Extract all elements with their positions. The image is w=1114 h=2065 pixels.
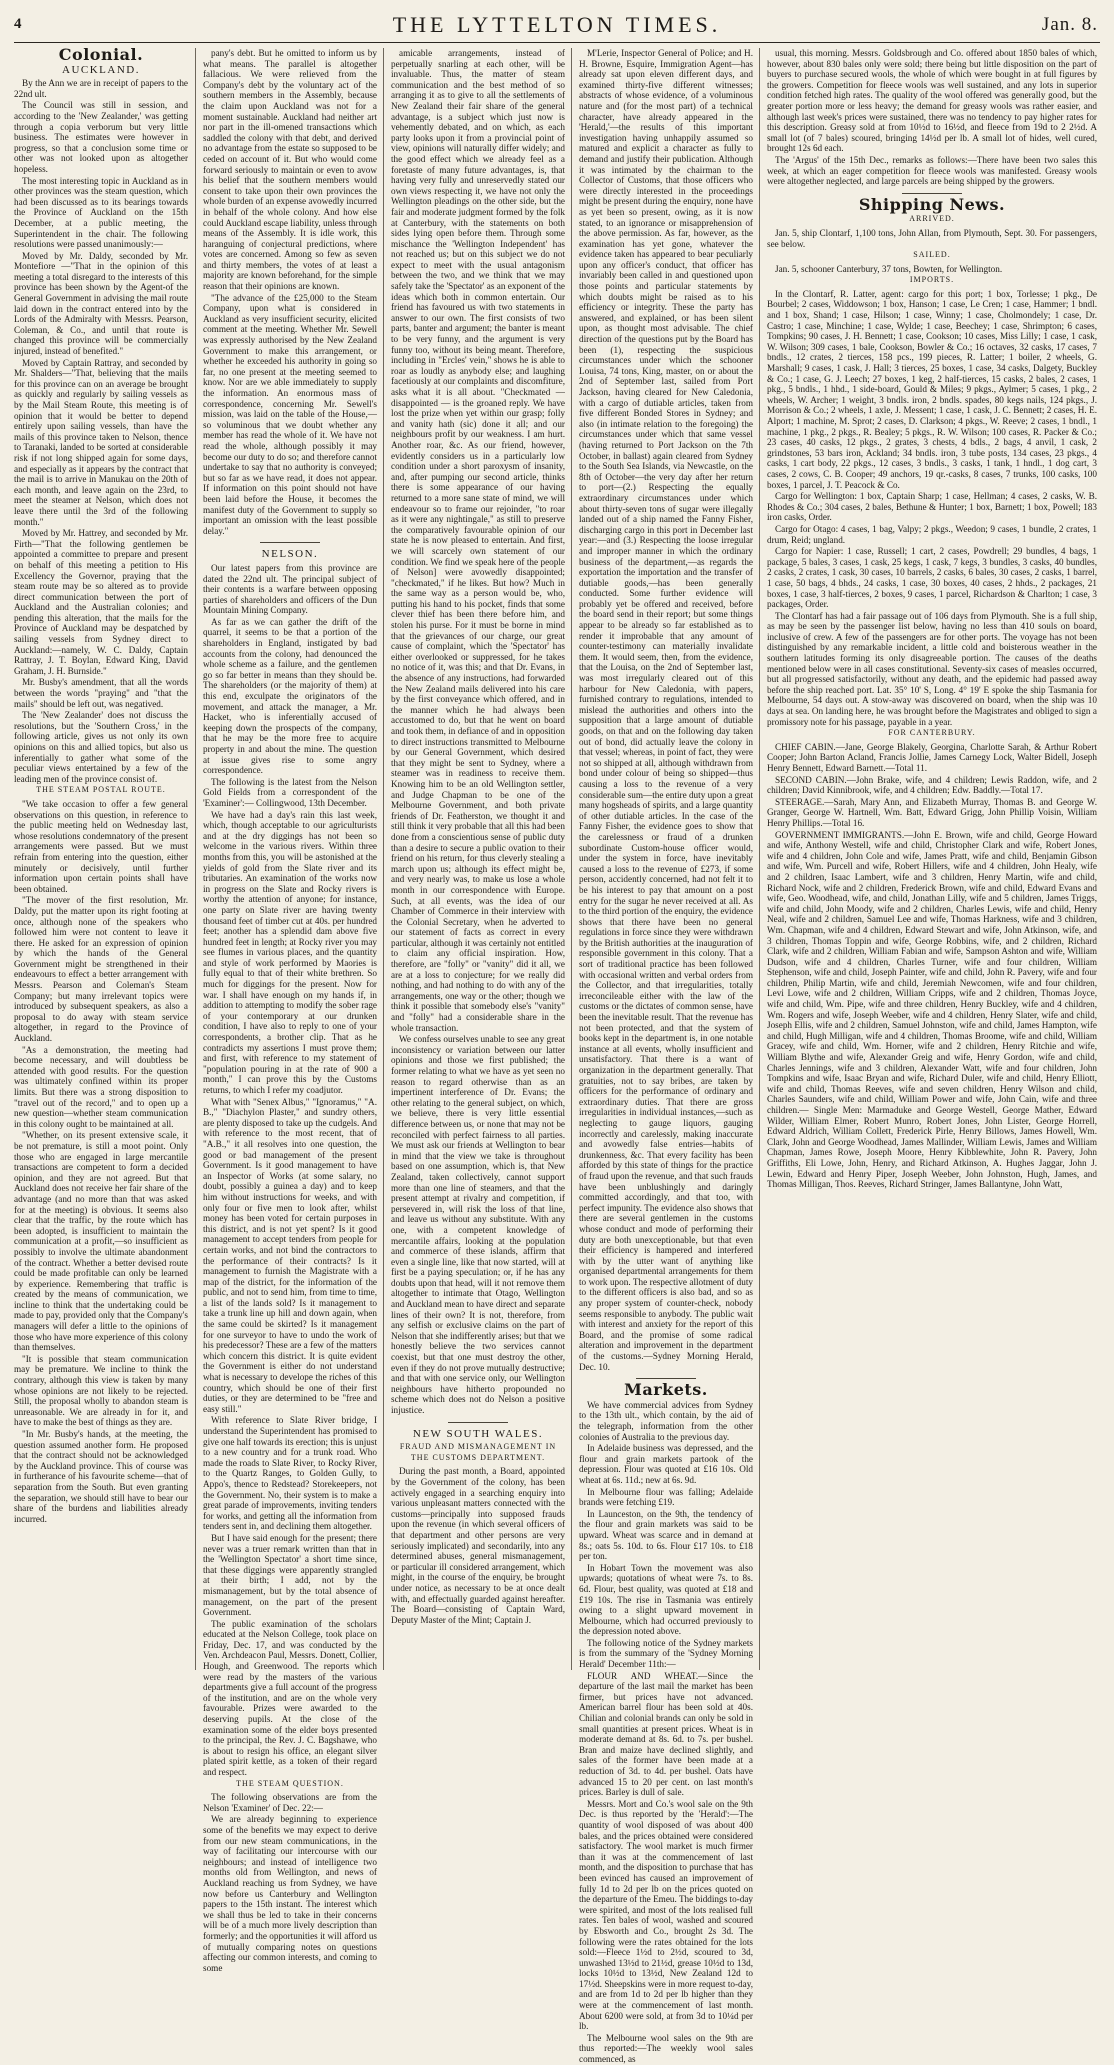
article-paragraph: "In Mr. Busby's hands, at the meeting, the question assumed another form. He proposed that the contract should not be acknowledged by the Auckland province. This of course was in furtherance of his favourite scheme—that of separation from the South. But even granting the separation, we should still have to bear our share of the burdens and liabilities already incurred.	[14, 1429, 188, 1524]
article-paragraph: The 'Argus' of the 15th Dec., remarks as follows:—There have been two sales this week, at which an eager competition for fleece wools was manifested. Greasy wools were altogether neglected, and large parcels are being shipped by the growers.	[767, 154, 1097, 187]
article-paragraph: The most interesting topic in Auckland as in other provinces was the steam question, which had been discussed as to its bearings towards the Province of Auckland on the 15th December, at a public meeting, the Superintendent in the chair. The following resolutions were passed unanimously:—	[14, 175, 188, 250]
article-paragraph: GOVERNMENT IMMIGRANTS.—John E. Brown, wife and child, George Howard and wife, Anthony Westell, wife and child, Christopher Clark and wife, Robert Jones, wife and 4 children, John Cole and wife, James Pratt, wife and child, Benjamin Gibson and wife, Wm. Purcell and wife, Robert Hillers, wife and 4 children, John Healy, wife and 2 children, Isaac Lambert, wife and 3 children, Henry Martin, wife and child, Richard Nock, wife and 2 children, Frederick Brown, wife and child, Edward Evans and wife, Geo. Woodhead, wife, and child, Jonathan Lilly, wife and 5 children, James Triggs, wife and child, John Moody, wife and 2 children, Charles Lewis, wife and child, Henry Neal, wife and 2 children, Samuel Lee and wife, Thomas Harkness, wife and 3 children, Wm. Chapman, wife and 4 children, Edward Stewart and wife, John Atkinson, wife, and 3 children, Thomas Toppin and wife, George Robbins, wife, and 2 children, Richard Clark, wife and 2 children, William Fabian and wife, Sampson Ashton and wife, William Dudson, wife and 4 children, Charles Turner, wife and four children, William Stephenson, wife and child, Joseph Painter, wife and child, John R. Pavery, wife and four children, Philip Martin, wife and child, Jeremiah Newcomen, wife and four children, Levi Lowe, wife and 2 children, William Cripps, wife and 2 children, Thomas Joyce, wife and child, Wm. Pipe, wife and three children, Henry Buckley, wife and 4 children, Wm. Rogers and wife, Joseph Weeber, wife and 4 children, Henry Slater, wife and child, Joseph Ellis, wife and 2 children, Samuel Johnston, wife and child, James Hampton, wife and child, Hugh Milligan, wife and 4 children, Thomas Broome, wife and child, William Gracey, wife and child, Wm. Horner, wife and 2 children, Henry Ritchie and wife, William Blythe and wife, Alexander Greig and wife, Henry Gordon, wife and child, Charles Jennings, wife and 3 children, Alexander Watt, wife and four children, John Tompkins and wife, Isaac Bryan and wife, Richard Duler, wife and child, Henry Elliott, wife and child, Thomas Reeves, wife and seven children, Henry Wilson and child, Charles Saunders, wife and child, William Power and wife, John Cain, wife and three children.— Single Men: Marmaduke and George Westell, George Mather, Edward Wilder, William Elmer, Robert Munro, Robert Jones, John Lister, George Horrell, Edward Aldrich, William Collett, Frederick Pirle, Henry Billows, James Howell, Wm. Clark, John and George Woodhead, James Mallinder, William Lewis, James and William Chapman, James Rowe, Joseph Moore, Henry Kibblewhite, John R. Pavery, John Griffiths, Eli Lowe, John, Henry, and Richard Atkinson, A. Hughes Jaggar, John J. Lewin, Edward and Henry Piper, Joseph Weeber, John Johnston, Hugh, James, and Thomas Milligan, Thos. Reeves, Richard Stringer, James Ballantyne, John Watt,	[767, 829, 1097, 1190]
article-paragraph: The following is the latest from the Nelson Gold Fields from a correspondent of the 'Examiner':— Collingwood, 13th December.	[203, 776, 377, 808]
article-paragraph: Mr. Busby's amendment, that all the words between the words "praying" and "that the mails" should be left out, was negatived.	[14, 677, 188, 709]
article-paragraph: We have had a day's rain this last week, which, though acceptable to our agriculturists and at the dry diggings has not been so welcome in the various rivers. Within three months from this, you will be astonished at the yields of gold from the Slate river and its tributaries. An examination of the works now in progress on the Slate and Rocky rivers is worthy the attention of anyone; for instance, one party on Slate river are having twenty thousand feet of timber cut at 40s. per hundred feet; another has a splendid dam above five hundred feet in length; at Rocky river you may see flumes in various places, and the quantity and style of work performed by Maories is fully equal to that of their white brethren. So much for diggings for the present. Now for war. I shall have enough on my hands if, in addition to attempting to modify the sober rage of your contemporary at our drunken condition, I have also to reply to one of your correspondents, a brother clip. That as he contradicts my assertions I must prove them; and first, with reference to my statement of "population pouring in at the rate of 900 a month," I can prove this by the Customs returns, to which I refer my coadjutor.	[203, 809, 377, 1095]
article-paragraph: Cargo for Wellington: 1 box, Captain Sharp; 1 case, Hellman; 4 cases, 2 casks, W. B. Rhodes & Co.; 304 cases, 2 bales, Bethune & Hunter; 1 box, Barnett; 1 box, Powell; 183 iron casks, Order.	[767, 491, 1097, 523]
article-paragraph: "The advance of the £25,000 to the Steam Company, upon what is considered in Auckland as very insufficient security, elicited comment at the meeting. Whether Mr. Sewell was expressly authorised by the New Zealand Government to make this arrangement, or whether he exceeded his authority in going so far, no one present at the meeting seemed to know. Nor are we able immediately to supply the information. An enormous mass of correspondence, concerning Mr. Sewell's mission, was laid on the table of the House,—so voluminous that we doubt whether any member has read the whole of it. We have not read the whole, although possibly it may become our duty to do so; and therefore cannot undertake to say that no authority is conveyed; but so far as we have read, it does not appear. If information on this point should not have been laid before the House, it becomes the manifest duty of the Government to supply so important an omission with the least possible delay."	[203, 292, 377, 536]
article-paragraph: In Hobart Town the movement was also upwards; quotations of wheat were 7s. to 8s. 6d. Flour, best quality, was quoted at £18 and £19 10s. The rise in Tasmania was entirely owing to a slight upward movement in Melbourne, which had occurred previously to the depression noted above.	[579, 1562, 753, 1637]
separator-rule	[260, 542, 320, 543]
column-divider	[571, 48, 572, 1670]
article-paragraph: Messrs. Mort and Co.'s wool sale on the 9th Dec. is thus reported by the 'Herald':—The quantity of wool disposed of was about 400 bales, and the prices obtained were considered satisfactory. The wool market is much firmer than it was at the commencement of last month, and the disposition to purchase that has been evinced has caused an improvement of fully 1d to 2d per lb on the prices quoted on the departure of the Emeu. The biddings to-day were spirited, and most of the lots realised full rates. Ten bales of wool, washed and scoured by Ebsworth and Co., brought 2s 3d. The following were the rates obtained for the lots sold:—Fleece 1½d to 2½d, scoured to 3d, unwashed 13½d to 21½d, grease 10½d to 13d, locks 10½d to 13½d, New Zealand 12d to 17½d. Sheepskins were in more request to-day, and are from 1d to 2d per lb higher than they were at the commencement of last month. About 6200 were sold, at from 3d to 10¼d per lb.	[579, 1798, 753, 2032]
article-paragraph: "As a demonstration, the meeting had become necessary, and will doubtless be attended with good results. For the question was ultimately confined within its proper limits. But there was a strong disposition to "travel out of the record," and to open up a new question—whether steam communication in this colony ought to be maintained at all.	[14, 1044, 188, 1129]
article-paragraph: "Whether, on its present extensive scale, it be not premature, is still a moot point. Only those who are engaged in large mercantile transactions are competent to form a decided opinion, and they are not agreed. But that Auckland does not receive her fair share of the advantage (and no more than that was asked for at the meeting) is obvious. It seems also clear that the traffic, by the route which has been adopted, is insufficient to maintain the communication at a profit,—so insufficient as possibly to involve the ultimate abandonment of the contract. Whether a better devised route could be made profitable can only be learned by experience. Remembering that traffic is created by the means of communication, we incline to think that the undertaking could be made to pay, provided only that the Company's managers will defer a little to the opinions of those who have more experience of this colony than themselves.	[14, 1130, 188, 1353]
section-heading: NELSON.	[261, 548, 319, 561]
section-heading: SAILED.	[913, 250, 951, 260]
article-paragraph: Moved by Captain Rattray, and seconded by Mr. Shalders—"That, believing that the mails for this province can on an average be brought as quickly and regularly by sailing vessels as by the Mail Steam Route, this meeting is of opinion that it would be better to depend entirely upon sailing vessels, than have the mails of this province taken to Nelson, thence to Taranaki, landed to be sorted at considerable risk if not long shipped again for some days, and especially as it appears by the contract that the mail is to arrive in Manukau on the 20th of each month, and leave again on the 23rd, to meet the steamer at Nelson, which does not leave there until the 3rd of the following month."	[14, 357, 188, 527]
article-paragraph: The Melbourne wool sales on the 9th are thus reported:—The weekly wool sales commenced, as	[579, 2032, 753, 2065]
article-paragraph: STEERAGE.—Sarah, Mary Ann, and Elizabeth Murray, Thomas B. and George W. Granger, George W. Hartnell, Wm. Batt, Edward Grigg, John Phillip Voisin, William Henry Phillips.—Total 16.	[767, 796, 1097, 828]
article-paragraph: Moved by Mr. Hattrey, and seconded by Mr. Firth—"That the following gentlemen be appointed a committee to prepare and present on behalf of this meeting a petition to His Excellency the Governor, praying that the steam route may be so altered as to provide direct communication between the port of Auckland and the Australian colonies; and pending this alteration, that the mails for the Province of Auckland may be despatched by sailing vessels from Sydney direct to Auckland:—namely, W. C. Daldy, Captain Rattray, J. T. Boylan, Edward King, David Graham, J. H. Burnside."	[14, 528, 188, 676]
article-paragraph: But I have said enough for the present; there never was a truer remark written than that in the 'Wellington Spectator' a short time since, that these diggings were apparently strangled at their birth; I add, not by the mismanagement, but by the total absence of management, on the part of the present Government.	[203, 1532, 377, 1618]
separator-rule	[902, 193, 962, 194]
article-paragraph: Cargo for Otago: 4 cases, 1 bag, Valpy; 2 pkgs., Weedon; 9 cases, 1 bundle, 2 crates, 1 drum, Reid; ungland.	[767, 523, 1097, 545]
article-paragraph: The following notice of the Sydney markets is from the summary of the 'Sydney Morning Herald' December 11th:—	[579, 1637, 753, 1670]
column-1	[14, 45, 188, 1670]
article-paragraph: M'Lerie, Inspector General of Police; and H. H. Browne, Esquire, Immigration Agent—has already sat upon eleven different days, and examined thirty-five different witnesses; abstracts of whose evidence, of a voluminous nature and (for the most part) of a technical character, have already appeared in the 'Herald,'—the results of this important investigation having unhappily assumed so matured and explicit a character as fully to demand and justify their publication. Although it was intimated by the chairman to the Collector of Customs, that those officers who were directly interested in the proceedings might be present during the enquiry, none have as yet been so present, owing, as it is now stated, to an ignorance or misapprehension of the above permission. As far, however, as the examination has yet gone, whatever the evidence taken has appeared to bear peculiarly upon any officer's conduct, that officer has invariably been called in and questioned upon those points and particular statements by which doubts might be raised as to his efficiency or integrity. These the party has answered, and explained, or has been silent upon, as thought most advisable. The chief direction of the questions put by the Board has been (1), respecting the suspicious circumstances under which the schooner Louisa, 74 tons, King, master, on or about the 2nd of September last, sailed from Port Jackson, having cleared for New Caledonia, with a cargo of dutiable articles, taken from five different Bonded Stores in Sydney; and also (in intimate relation to the foregoing) the circumstances under which that same vessel (having returned to Port Jackson on the 7th October, in ballast) again cleared from Sydney to the South Sea Islands, via Newcastle, on the 8th of October—the very day after her return to port—(2.) Respecting the equally extraordinary circumstances under which about thirty-seven tons of sugar were illegally landed out of a ship named the Fanny Fisher, discharging cargo in this port in December last year:—and (3.) Respecting the loose irregular and improper manner in which the ordinary business of the department,—as regards the exportation the importation and the transfer of dutiable goods,—has been generally conducted. Some further evidence will probably yet be offered and received, before the board send in their report; but some things appear to be already so far established as to render it improbable that any amount of counter-testimony can materially invalidate them. It would seem, then, from the evidence, that the Louisa, on the 2nd of September last, was most irregularly cleared out of this harbour for New Caledonia, with papers, furnished contrary to regulations, intended to mislead the authorities and others into the supposition that a large amount of dutiable goods, on that and on the following day taken out of bond, did actually leave the colony in that vessel; whereas, in point of fact, they were not so shipped at all, although withdrawn from bond under colour of being so shipped—thus causing a loss to the revenue of a very considerable sum—the entire duty upon a great many hogsheads of spirits, and a large quantity of other dutiable articles. In the case of the Fanny Fisher, the evidence goes to show that the carelessness or fraud of a drunken subordinate Custom-house officer would, under the system in force, have inevitably caused a loss to the revenue of £273, if some person, accidently concerned, had not felt it to be his interest to pay that amount on a post entry for the sugar he never received at all. As to the third portion of the enquiry, the evidence shows that there have been no general regulations in force since they were withdrawn by the British authorities at the inauguration of responsible government in this colony. That a sort of traditional practice has been followed with occasional written and verbal orders from the Collector, and that irregularities, totally irreconcileable either with the law of the customs or the dictates of common sense, have been the inevitable result. That the revenue has not been protected, and that the system of books kept in the department is, in one notable instance at all events, wholly insufficient and unsatisfactory. That there is a want of organization in the department generally. That gratuities, not to say bribes, are taken by officers for the performance of ordinary and extraordinary duties. That there are gross irregularities in individual instances,—such as neglecting to gauge liquors, gauging incorrectly and carelessly, making inaccurate and avowedly false entries—habits of drunkenness, &c. That every facility has been afforded by this state of things for the practice of fraud upon the revenue, and that such frauds have been unblushingly and daringly committed accordingly, and that too, with perfect impunity. The evidence also shows that there are several gentlemen in the customs whose conduct and mode of performing their duty are both unexceptionable, but that even their efficiency is hampered and interfered with by the utter want of anything like organised departmental arrangements for them to work upon. The respective allotment of duty to the different officers is also bad, and so as any proper system of counter-check, nobody seems responsible to anybody. The public wait with interest and anxiety for the report of this Board, and the promise of some radical alteration and improvement in the department of the customs.—Sydney Morning Herald, Dec. 10.	[579, 48, 753, 1372]
article-paragraph: In the Clontarf, R. Latter, agent: cargo for this port; 1 box, Torlesse; 1 pkg., De Bourbel; 2 cases, Widdowson; 1 box, Hanson; 1 case, Le Cren; 1 case, Hammer; 1 bndl. and 1 box, Shand; 1 case, Hilson; 1 case, Winny; 1 case, Cholmondely; 1 case, Dr. Castro; 1 case, Minchine; 1 case, Wylde; 1 case, Beechey; 1 case, Shrimpton; 6 cases, Tompkins; 90 cases, J. H. Bennett; 1 case, Cookson; 10 cases, Miss Lilly; 1 case, 1 cask, W. Wilson; 309 cases, 1 bale, Cookson, Bowler & Co.; 16 octaves, 32 casks, 17 cases, 7 bndls., 12 crates, 2 tierces, 158 pcs., 199 pieces, R. Latter; 1 boiler, 2 wheels, G. Marshall; 9 cases, 1 cask, J. Hall; 3 tierces, 25 boxes, 1 case, 34 casks, Dalgety, Buckley & Co.; 1 case, G. J. Leech; 27 boxes, 1 keg, 2 half-tierces, 15 casks, 2 bales, 2 cases, 1 pkg., 5 bndls., 1 hhd., 1 side-board, Gould & Miles; 9 pkgs., Aylmer; 5 cases, 1 pkg., 2 wheels, W. Archer; 1 weight, 3 bndls. iron, 2 bndls. spades, 80 kegs nails, 124 pkgs., J. Morrison & Co.; 2 wheels, 1 axle, J. Messent; 1 case, 1 cask, J. C. Bennett; 2 cases, H. E. Alport; 1 machine, M. Sprot; 2 cases, D. Clarkson; 4 pkgs., W. Reeve; 2 cases, 1 bndl., 1 machine, 1 pkg., 2 pkgs., R. Bealey; 5 pkgs., R. W. Wilson; 100 cases, R. Packer & Co.; 23 cases, 40 casks, 12 pkgs., 2 grates, 3 chests, 4 bdls., 2 bags, 4 anvil, 1 cask, 2 grindstones, 53 bars iron, Ackland; 34 bndls. iron, 3 tube posts, 134 cases, 23 pkgs., 4 casks, 1 cart body, 22 pkgs., 12 cases, 3 bndls., 3 casks, 1 tank, 1 hndl., 1 dog cart, 3 cases, 2 cows, C. B. Cooper; 49 anchors, 19 qr.-casks, 8 cases, 7 trunks, 100 casks, 100 boxes, 1 parcel, J. T. Peacock & Co.	[767, 288, 1097, 490]
column-2	[203, 48, 377, 1973]
section-heading: THE STEAM POSTAL ROUTE.	[36, 785, 166, 795]
column-5	[767, 48, 1097, 1670]
article-paragraph: "We take occasion to offer a few general observations on this question, in reference to the public meeting held on Wednesday last, whose resolutions condemnatory of the present arrangements were passed. But we must refrain from entering into the question, either minutely or decisively, until further information upon certain points shall have been obtained.	[14, 798, 188, 894]
article-paragraph: During the past month, a Board, appointed by the Government of the colony, has been actively engaged in a searching enquiry into various unpleasant matters connected with the customs—principally into supposed frauds upon the revenue (in which several officers of that department and other persons are very seriously implicated) and secondarily, into any determined abuses, general mismanagement, or particular ill considered arrangement, which might, in the course of the enquiry, be brought under notice, as necessary to be at once dealt with, and effectually guarded against hereafter. The Board—consisting of Captain Ward, Deputy Master of the Mint; Captain J.	[391, 1466, 565, 1625]
article-paragraph: By the Ann we are in receipt of papers to the 22nd ult.	[14, 78, 188, 99]
article-heading: AUCKLAND.	[62, 63, 140, 76]
article-paragraph: FLOUR AND WHEAT.—Since the departure of the last mail the market has been firmer, but prices have not advanced. American barrel flour has been sold at 40s. Chilian and colonial brands can only be sold in small quantities at present prices. Wheat is in moderate demand at 8s. 6d. to 7s. per bushel. Bran and maize have declined slightly, and sales of the former have been made at a reduction of 3d. to 4d. per bushel. Oats have advanced 15 to 20 per cent. on last month's prices. Barley is dull of sale.	[579, 1670, 753, 1798]
article-paragraph: usual, this morning. Messrs. Goldsbrough and Co. offered about 1850 bales of which, however, about 830 bales only were sold; there being but little disposition on the part of buyers to purchase secured wools, the whole of which were bought in at full figures by the growers. Competition for fleece wools was well sustained, and any lots in superior condition fetched high rates. The quality of the wool offered was generally good, but the greater portion more or less heavy; the demand for greasy wools was rather easier, and although last week's prices were sustained, there was no tendency to pay higher rates for this description. Greasy sold at from 10½d to 16½d, and fleece from 19d to 2 2½d. A small lot (of 7 bales) scoured, bringing 14½d per lb. A small lot of hides, well cured, brought 12s 6d each.	[767, 48, 1097, 154]
column-divider	[195, 48, 196, 1670]
article-paragraph: The public examination of the scholars educated at the Nelson College, took place on Friday, Dec. 17, and was conducted by the Ven. Archdeacon Paul, Messrs. Donett, Collier, Hough, and Greenwood. The reports which were read by the masters of the various departments give a full account of the progress of the institution, and are on the whole very favourable. Prizes were awarded to the deserving pupils. At the close of the examination some of the elder boys presented to the principal, the Rev. J. C. Bagshawe, who is about to resign his office, an elegant silver plated spirit kettle, as a token of their regard and respect.	[203, 1618, 377, 1777]
page-number: 4	[14, 16, 22, 32]
section-heading: NEW SOUTH WALES.	[412, 1427, 544, 1440]
article-paragraph: What with "Senex Albus," "Ignoramus," "A. B.," "Diachylon Plaster," and sundry others, are plenty disposed to take up the cudgels. And with reference to the most recent, that of "A.B.," it all resolves into one question, the good or bad management of the present Government. Is it good management to have an Inspector of Works (at some salary, no doubt, possibly a guinea a day) and to keep him without instructions for weeks, and with only four or five men to look after, whilst money has been voted for certain purposes in this district, and is not yet spent? Is it good management to accept tenders from people for certain works, and not bind the contractors to the performance of their contracts? Is it management to furnish the Magistrate with a map of the district, for the information of the public, and not to send him, from time to time, a list of the lands sold? Is it management to take a trunk line up hill and down again, when the same could be skirted? Is it management for one surveyor to have to undo the work of his predecessor? These are a few of the matters which concern this district. It is quite evident the Government is either do not understand what is necessary to develope the riches of this country, which should be one of their first duties, or they are determined to be "free and easy still."	[203, 1096, 377, 1414]
article-paragraph: Jan. 5, ship Clontarf, 1,100 tons, John Allan, from Plymouth, Sept. 30. For passengers, see below.	[767, 227, 1097, 249]
article-paragraph: We are already beginning to experience some of the benefits we may expect to derive from our new steam communications, in the way of facilitating our intercourse with our neighbours; and instead of intelligence two months old from Wellington, and news of Auckland reaching us from Sydney, we have now before us Canterbury and Wellington papers to the 15th instant. The interest which we shall thus be led to take in their concerns will be of a much more lively description than formerly; and the opportunities it will afford us of mutually comparing notes on questions affecting our common interests, and coming to some	[203, 1814, 377, 1973]
article-paragraph: With reference to Slate River bridge, I understand the Superintendent has promised to give one half towards its erection; this is unjust to a new country and for a trunk road. Who made the roads to Slate River, to Rocky River, to the Quartz Ranges, to Golden Gully, to Appo's, thence to Redstead? Storekeepers, not the Government. No, their system is to make a great parade of improvements, inviting tenders for works, and getting all the information from tenders sent in, and declining them altogether.	[203, 1415, 377, 1532]
section-title: Colonial.	[58, 45, 144, 64]
article-paragraph: The 'New Zealander' does not discuss the resolutions, but the 'Southern Cross,' in the following article, gives us not only its own opinions on this and allied topics, but also us inferentially to gather what some of the peculiar views entertained by a few of the leading men of the province consist of.	[14, 710, 188, 784]
article-paragraph: The following observations are from the Nelson 'Examiner' of Dec. 22:—	[203, 1792, 377, 1813]
column-4	[579, 48, 753, 2065]
article-paragraph: CHIEF CABIN.—Jane, George Blakely, Georgina, Charlotte Sarah, & Arthur Robert Cooper; John Barton Acland, Francis Jollie, James Carnegy Lock, Walter Bidell, Joseph Henry Bennett, Edward Barnett.—Total 11.	[767, 741, 1097, 773]
article-paragraph: In Melbourne flour was falling; Adelaide brands were fetching £19.	[579, 1486, 753, 1508]
article-paragraph: Cargo for Napier: 1 case, Russell; 1 cart, 2 cases, Powdrell; 29 bundles, 4 bags, 1 package, 5 bales, 3 cases, 1 cask, 25 kegs, 1 cask, 7 kegs, 3 bundles, 3 casks, 40 bundles, 2 casks, 2 crates, 1 cask, 30 cases, 10 barrels, 2 casks, 6 bales, 30 cases, 2 casks, 1 barrel, 1 case, 50 bags, 4 bhds., 24 casks, 1 case, 30 boxes, 40 cases, 2 hhds., 2 packages, 21 boxes, 1 case, 3 half-tierces, 2 boxes, 9 cases, 1 parcel, Richardson & Charlton; 1 case, 3 packages, Order.	[767, 546, 1097, 610]
article-paragraph: The Clontarf has had a fair passage out of 106 days from Plymouth. She is a full ship, as may be seen by the passenger list below, having no less than 410 souls on board, inclusive of crew. A few of the passengers are for other ports. The voyage has not been distinguished by any remarkable incident, a little cold and boisterous weather in the southern latitudes forming its only disagreeable portion. The causes of the deaths mentioned below were in all cases constitutional. Seventy-six cases of measles occurred, but all progressed satisfactorily, without any death, and the epidemic had passed away before the ship reached port. Lat. 35° 10' S, Long. 4° 19' E spoke the ship Tasmania for Melbourne, 54 days out. A stow-away was discovered on board, when the ship was 10 days at sea. On landing here, he was brought before the Magistrates and obliged to sign a promissory note for his passage, payable in a year.	[767, 610, 1097, 727]
newspaper-title: THE LYTTELTON TIMES.	[392, 12, 722, 37]
masthead	[14, 4, 1100, 43]
column-divider	[759, 48, 760, 1670]
article-paragraph: pany's debt. But he omitted to inform us by what means. The parallel is altogether fallacious. We were relieved from the Company's debt by the voluntary act of the southern members in the Assembly, because the claim upon Auckland was not for a moment sustainable. Auckland had neither art nor part in the ill-omened transactions which saddled the colony with that debt, and derived no advantage from the estate so supposed to be ceded on account of it. But who would come forward seriously to maintain or even to avow his belief that the southern members would consent to take upon their own provinces the whole burden of an expense avowedly incurred in behalf of the whole colony. And how else could Auckland escape liability, unless through means of the Assembly. It is idle work, this haranguing of conjectural predictions, where votes are concerned. Among so few as seven and thirty members, the votes of at least a majority are known beforehand, for the simple reason that their opinions are known.	[203, 48, 377, 292]
section-heading: ARRIVED.	[909, 214, 955, 224]
article-paragraph: SECOND CABIN.—John Brake, wife, and 4 children; Lewis Raddon, wife, and 2 children; David Kinnibrook, wife, and 4 children; Edw. Baddly.—Total 17.	[767, 774, 1097, 796]
article-paragraph: "It is possible that steam communication may be premature. We incline to think the contrary, although this view is taken by many whose opinions are not likely to be rejected. Still, the proposal wholly to abandon steam is unreasonable. We are already in for it, and have to make the best of things as they are.	[14, 1353, 188, 1428]
columns	[14, 45, 1100, 2065]
column-divider	[383, 48, 384, 1670]
article-paragraph: Moved by Mr. Daldy, seconded by Mr. Montefiore —"That in the opinion of this meeting a total disregard to the interests of this province has been shown by the Agent-of the General Government in advising the mail route laid down in the contract entered into by the Lords of the Admiralty with Messrs. Pearson, Coleman, & Co., and until that route is changed this province will be commercially injured, instead of benefited."	[14, 250, 188, 357]
section-heading: FOR CANTERBURY.	[888, 728, 976, 738]
section-heading: FRAUD AND MISMANAGEMENT IN THE CUSTOMS DEPARTMENT.	[399, 1442, 557, 1462]
column-3	[391, 48, 565, 1670]
article-paragraph: Jan. 5, schooner Canterbury, 37 tons, Bowten, for Wellington.	[775, 263, 1003, 274]
article-paragraph: The Council was still in session, and according to the 'New Zealander,' was getting through a copia verborum but very little business. The estimates were however in progress, so that a conclusion some time or other was not looked upon as altogether hopeless.	[14, 100, 188, 174]
article-paragraph: Our latest papers from this province are dated the 22nd ult. The principal subject of their contents is a warfare between opposing parties of shareholders and officers of the Dun Mountain Mining Company.	[203, 562, 377, 616]
article-paragraph: In Launceston, on the 9th, the tendency of the flour and grain markets was said to be upward. Wheat was scarce and in demand at 8s.; oats 5s. 10d. to 6s. Flour £17 10s. to £18 per ton.	[579, 1508, 753, 1562]
article-paragraph: We have commercial advices from Sydney to the 13th ult., which contain, by the aid of the telegraph, information from the other colonies of Australia to the previous day.	[579, 1399, 753, 1442]
separator-rule	[636, 1378, 696, 1379]
article-paragraph: amicable arrangements, instead of perpetually snarling at each other, will be invaluable. Thus, the matter of steam communication and the best method of so arranging it as to give to all the settlements of New Zealand their fair share of the general advantage, is a subject which just now is vehemently debated, and on which, as each party looks upon it from a provincial point of view, opinions will naturally differ widely; and the good effect which we already feel as a foretaste of many future advantages, is, that having very fully and unreservedly stated our own views respecting it, we have not only the Wellington pleadings on the other side, but the fair and moderate judgment formed by the folk at Canterbury, with the statements on both sides lying open before them. Through some mischance the 'Wellington Independent' has not reached us; but on this subject we do not expect to meet with the usual antagonism between the two, and we think that we may safely take the 'Spectator' as an exponent of the ideas which both in common entertain. Our friend has favoured us with two statements in answer to our own. The first consists of two parts, banter and argument; the banter is meant to be very funny, and the argument is very funny too, without its being meant. Therefore, including in "Ercles' vein," shows he is able to roar as loudly as anybody else; and laughing facetiously at our complaints and discomfiture, asks what it is all about. "Checkmated — disappointed — is the groaned reply. We have lost the prize when yet within our grasp; folly and vanity hath (sic) done it all; and our neighbours profit by our weakness. I am hurt. Another roar, &c. As our friend, however, evidently considers us in a particularly low condition under a short paroxysm of insanity, and, after pumping our second article, thinks there is some appearance of our having returned to a more sane state of mind, we will endeavour so to frame our rejoinder, "to roar as it were any nightingale," as still to preserve the comparatively favourable opinion of our state he is now pleased to entertain. And first, we will scarcely own statement of our condition. We find we speak here of the people of Nelson] were avowedly disappointed; "checkmated," if he likes. But how? Much in the same way as a person would be, who, putting his hand to his pocket, finds that some clever thief has been there before him, and stolen his purse. For it must be borne in mind that the grievances of our charge, our great cause of complaint, which the 'Spectator' has either overlooked or suppressed, for he takes no notice of it, was this; and that Dr. Evans, in the absence of any instructions, had forwarded the New Zealand mails delivered into his care by the first conveyance which offered, and in the manner which he had always been accustomed to do, but that he went on board and took them, in defiance of and in opposition to direct instructions transmitted to Melbourne by our General Government, which desired that they might be sent to Sydney, where a steamer was in readiness to receive them. Knowing him to be an old Wellington settler, and Judge Chapman to be one of the Melbourne Government, and both private friends of Dr. Featherston, we thought it and still think it very probable that all this had been done from a conscientious sense of public duty than a desire to secure a public ovation to their friend on his return, for thus cleverly stealing a march upon us; although its effect might be, and very nearly was, to make us lose a whole month in our correspondence with Europe. Such, at all events, was the idea of our Chamber of Commerce in their interview with the Colonial Secretary, when he adverted to our statement of facts as correct in every particular, although it was certainly not entitled to claim any official inspiration. How, therefore, are "folly" or "vanity" did it all, we are at a loss to conjecture; for we really did nothing, and had nothing to do with any of the arrangements, one way or the other; though we think it possible that somebody else's "vanity" and "folly" had a considerable share in the whole transaction.	[391, 48, 565, 1033]
article-paragraph: "The mover of the first resolution, Mr. Daldy, put the matter upon its right footing at once, although none of the speakers who followed him were not content to leave it there. He asked for an expression of opinion by which the hands of the General Government might be strengthened in their endeavours to effect a better arrangement with Messrs. Pearson and Coleman's Steam Company; but many irrelevant topics were introduced by subsequent speakers, as also a proposal to do away with steam service altogether, in regard to the Province of Auckland.	[14, 895, 188, 1044]
separator-rule	[448, 1422, 508, 1423]
section-heading: IMPORTS.	[909, 275, 955, 285]
issue-date: Jan. 8.	[1041, 14, 1098, 35]
article-paragraph: We confess ourselves unable to see any great inconsistency or variation between our latter opinions and those we first published; the former relating to what we have as yet seen no reason to regard otherwise than as an impertinent interference of Dr. Evans; the other relating to the general subject, on which, we believe, there is very little essential difference between us, or none that may not be reconciled with perfect fairness to all parties. We must ask our friends at Wellington to bear in mind that the view we take is throughout based on one assumption, which is, that New Zealand, taken collectively, cannot support more than one line of steamers, and that the present attempt at rivalry and competition, if persevered in, will risk the loss of that line, and leave us without any substitute. With any one, with a competent knowledge of mercantile affairs, looking at the population and commerce of these islands, affirm that even a single line, like that now started, will at first be a paying speculation; or, if he has any doubts upon that head, will it not remove them altogether to intimate that Otago, Wellington and Auckland mean to have direct and separate lines of their own? It is not, therefore, from any selfish or exclusive claims on the part of Nelson that she indifferently arises; but that we honestly believe the two services cannot coexist, but that one must destroy the other, even if they do not prove mutually destructive; and that with one service only, our Wellington neighbours have hitherto propounded no scheme which does not do Nelson a positive injustice.	[391, 1034, 565, 1415]
section-heading: THE STEAM QUESTION.	[236, 1778, 344, 1788]
section-heading: Shipping News.	[858, 194, 1006, 214]
article-paragraph: As far as we can gather the drift of the quarrel, it seems to be that a portion of the shareholders in England, instigated by bad accounts from the colony, had denounced the whole scheme as a failure, and the gentlemen go so far better in means than they should be. The shareholders (or the majority of them) at this end, exculpate the originators of the movement, and attack the manager, a Mr. Hacket, who is inferentially accused of keeping down the prospects of the company, that he may be the more free to acquire property in and about the mine. The question at issue gives rise to some angry correspondence.	[203, 616, 377, 776]
article-paragraph: In Adelaide business was depressed, and the flour and grain markets partook of the depression. Flour was quoted at £16 10s. Old wheat at 6s. 11d.; new at 6s. 9d.	[579, 1443, 753, 1485]
section-heading: Markets.	[624, 1380, 708, 1400]
